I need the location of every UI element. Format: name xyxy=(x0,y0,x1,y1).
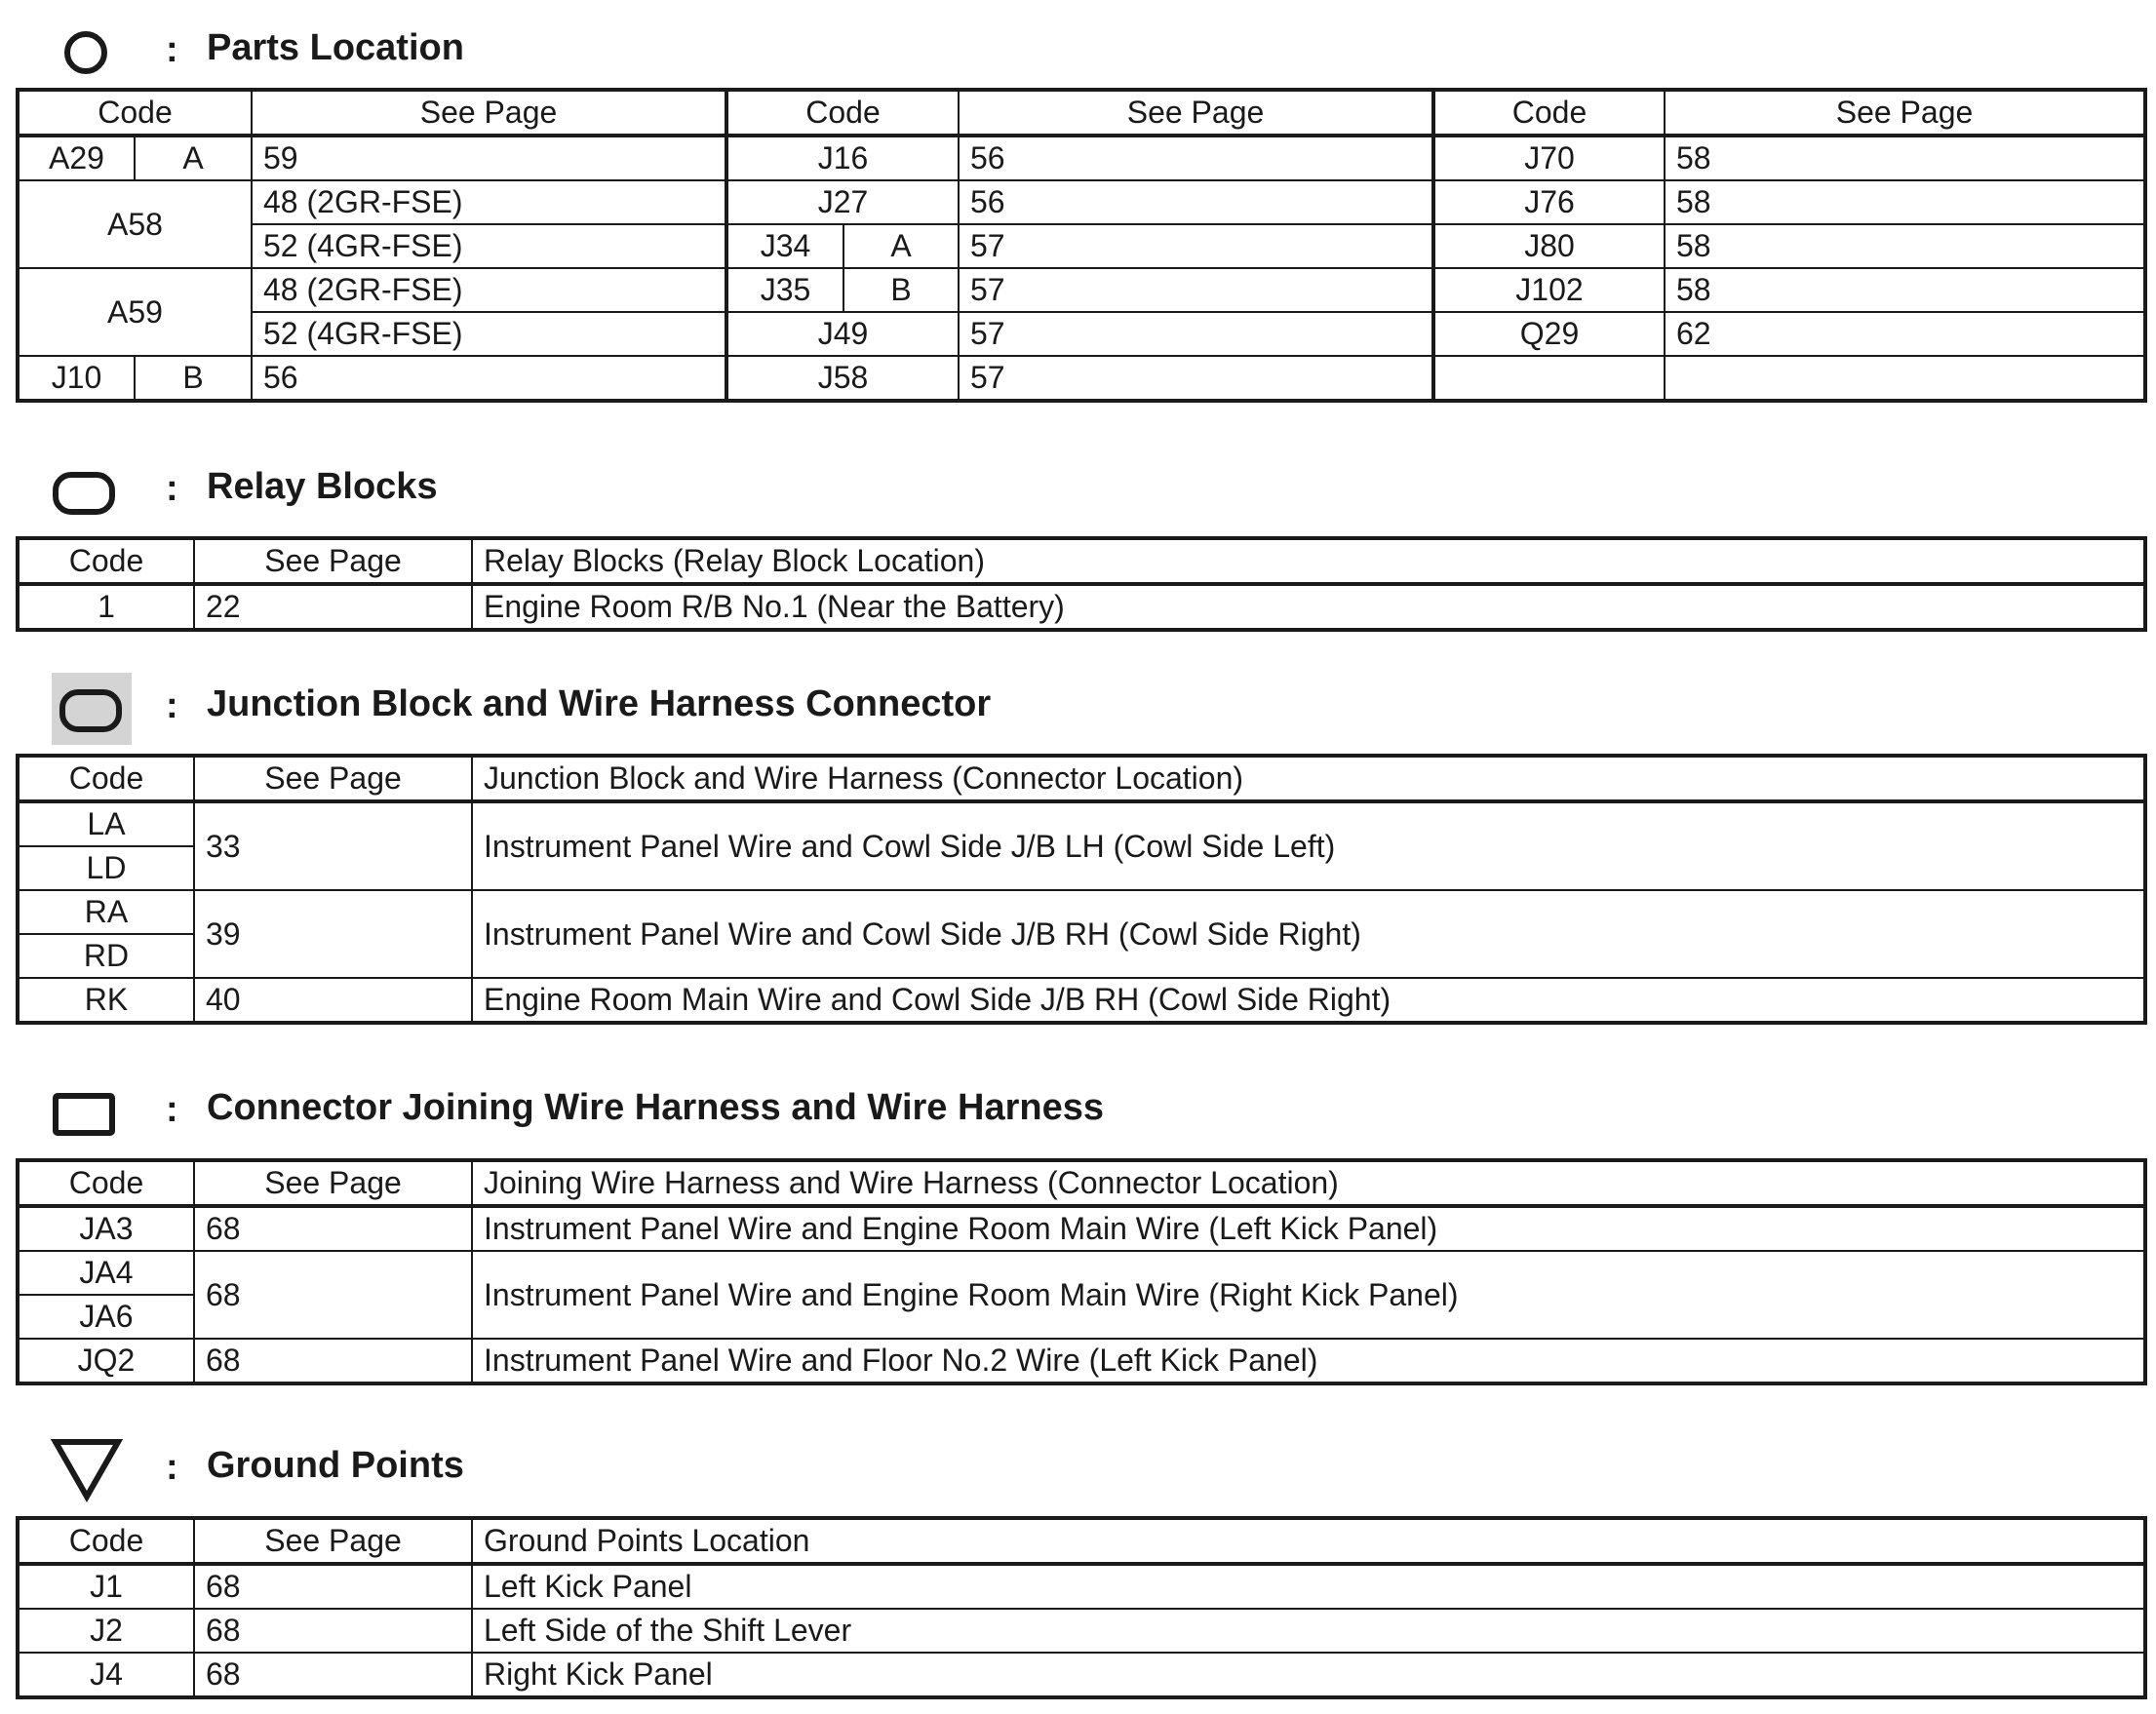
page-cell: 68 xyxy=(194,1564,472,1609)
parts-location-table xyxy=(16,88,2147,403)
table-header-row xyxy=(18,1160,2145,1206)
code-cell: J16 xyxy=(726,136,959,180)
table-row xyxy=(18,1653,2145,1697)
see-page-header: See Page xyxy=(194,756,472,801)
sub-code-cell: A xyxy=(843,224,959,268)
code-header: Code xyxy=(18,538,194,584)
section-title: Ground Points xyxy=(207,1445,464,1486)
section-title: Connector Joining Wire Harness and Wire Harness xyxy=(207,1087,1104,1128)
table-row xyxy=(18,180,2145,224)
code-cell: A29 xyxy=(18,136,135,180)
heading-colon: : xyxy=(166,685,178,726)
page-cell: 58 xyxy=(1665,180,2145,224)
section-title: Parts Location xyxy=(207,27,464,68)
page-cell: 52 (4GR-FSE) xyxy=(252,312,726,356)
table-header-row xyxy=(18,756,2145,801)
code-header: Code xyxy=(726,90,959,136)
description-cell: Instrument Panel Wire and Floor No.2 Wire (Left Kick Panel) xyxy=(472,1339,2145,1383)
page-cell: 48 (2GR-FSE) xyxy=(252,180,726,224)
page-cell: 68 xyxy=(194,1609,472,1653)
code-header: Code xyxy=(18,756,194,801)
table-row xyxy=(18,978,2145,1023)
page-cell: 56 xyxy=(959,136,1433,180)
table-row xyxy=(18,356,2145,401)
code-cell: RD xyxy=(18,934,194,978)
page-cell: 58 xyxy=(1665,136,2145,180)
code-cell: JA6 xyxy=(18,1295,194,1339)
description-cell: Instrument Panel Wire and Engine Room Main Wire (Left Kick Panel) xyxy=(472,1206,2145,1251)
page-cell: 56 xyxy=(959,180,1433,224)
junction-block-heading xyxy=(49,670,2097,748)
parts-location-heading xyxy=(49,14,2097,92)
heading-colon: : xyxy=(166,468,178,509)
table-header-row xyxy=(18,90,2145,136)
description-cell: Instrument Panel Wire and Cowl Side J/B RH (Cowl Side Right) xyxy=(472,890,2145,978)
page-cell: 62 xyxy=(1665,312,2145,356)
page-cell: 58 xyxy=(1665,268,2145,312)
page-cell: 52 (4GR-FSE) xyxy=(252,224,726,268)
page-cell: 68 xyxy=(194,1206,472,1251)
page-cell: 57 xyxy=(959,268,1433,312)
code-cell: J34 xyxy=(726,224,843,268)
page-cell: 68 xyxy=(194,1251,472,1339)
code-cell: 1 xyxy=(18,584,194,630)
page-cell: 56 xyxy=(252,356,726,401)
table-row xyxy=(18,136,2145,180)
sub-code-cell: B xyxy=(135,356,252,401)
page-cell: 57 xyxy=(959,224,1433,268)
connector-joining-heading xyxy=(49,1073,2097,1151)
table-row xyxy=(18,584,2145,630)
code-cell: JQ2 xyxy=(18,1339,194,1383)
code-cell: A59 xyxy=(18,268,252,356)
table-row xyxy=(18,224,2145,268)
see-page-header: See Page xyxy=(959,90,1433,136)
code-cell: J1 xyxy=(18,1564,194,1609)
table-row xyxy=(18,890,2145,934)
section-title: Relay Blocks xyxy=(207,466,438,507)
junction-block-table xyxy=(16,754,2147,1025)
code-cell: J4 xyxy=(18,1653,194,1697)
table-header-row xyxy=(18,538,2145,584)
see-page-header: See Page xyxy=(194,1518,472,1564)
table-row xyxy=(18,1206,2145,1251)
page-cell: 40 xyxy=(194,978,472,1023)
page-cell: 33 xyxy=(194,801,472,890)
description-cell: Engine Room Main Wire and Cowl Side J/B RH (Cowl Side Right) xyxy=(472,978,2145,1023)
see-page-header: See Page xyxy=(1665,90,2145,136)
code-cell: J58 xyxy=(726,356,959,401)
code-cell: J49 xyxy=(726,312,959,356)
page-cell: 68 xyxy=(194,1653,472,1697)
see-page-header: See Page xyxy=(194,538,472,584)
heading-colon: : xyxy=(166,1447,178,1488)
table-row xyxy=(18,1609,2145,1653)
code-cell: J80 xyxy=(1433,224,1665,268)
table-row xyxy=(18,1251,2145,1295)
table-row xyxy=(18,1339,2145,1383)
heading-colon: : xyxy=(166,1089,178,1130)
heading-colon: : xyxy=(166,29,178,70)
code-header: Code xyxy=(18,1160,194,1206)
description-header: Ground Points Location xyxy=(472,1518,2145,1564)
rectangle-icon xyxy=(49,1073,146,1151)
page-cell: 59 xyxy=(252,136,726,180)
code-header: Code xyxy=(18,1518,194,1564)
description-cell: Left Kick Panel xyxy=(472,1564,2145,1609)
shaded-rounded-rectangle-icon xyxy=(49,670,146,748)
code-cell: Q29 xyxy=(1433,312,1665,356)
code-cell: J76 xyxy=(1433,180,1665,224)
table-header-row xyxy=(18,1518,2145,1564)
description-cell: Instrument Panel Wire and Cowl Side J/B LH (Cowl Side Left) xyxy=(472,801,2145,890)
table-row xyxy=(18,312,2145,356)
connector-joining-table xyxy=(16,1158,2147,1385)
code-cell: JA4 xyxy=(18,1251,194,1295)
code-cell: LA xyxy=(18,801,194,846)
page-cell: 58 xyxy=(1665,224,2145,268)
circle-icon xyxy=(49,14,146,92)
description-cell: Instrument Panel Wire and Engine Room Main Wire (Right Kick Panel) xyxy=(472,1251,2145,1339)
description-cell: Engine Room R/B No.1 (Near the Battery) xyxy=(472,584,2145,630)
sub-code-cell: A xyxy=(135,136,252,180)
code-cell: LD xyxy=(18,846,194,890)
see-page-header: See Page xyxy=(194,1160,472,1206)
code-cell: J2 xyxy=(18,1609,194,1653)
page-cell: 48 (2GR-FSE) xyxy=(252,268,726,312)
code-cell: J35 xyxy=(726,268,843,312)
page-cell: 68 xyxy=(194,1339,472,1383)
code-cell: J10 xyxy=(18,356,135,401)
relay-blocks-table xyxy=(16,536,2147,632)
code-cell: A58 xyxy=(18,180,252,268)
ground-points-table xyxy=(16,1516,2147,1699)
section-title: Junction Block and Wire Harness Connector xyxy=(207,683,992,724)
triangle-down-icon xyxy=(49,1431,146,1509)
page-cell: 57 xyxy=(959,356,1433,401)
description-cell: Left Side of the Shift Lever xyxy=(472,1609,2145,1653)
relay-blocks-heading xyxy=(49,452,2097,530)
page-cell: 22 xyxy=(194,584,472,630)
table-row xyxy=(18,268,2145,312)
code-header: Code xyxy=(1433,90,1665,136)
code-cell: J27 xyxy=(726,180,959,224)
empty-cell xyxy=(1665,356,2145,401)
page-cell: 57 xyxy=(959,312,1433,356)
description-header: Relay Blocks (Relay Block Location) xyxy=(472,538,2145,584)
code-cell: J102 xyxy=(1433,268,1665,312)
table-row xyxy=(18,1564,2145,1609)
ground-points-heading xyxy=(49,1431,2097,1509)
rounded-rectangle-icon xyxy=(49,452,146,530)
table-row xyxy=(18,801,2145,846)
description-header: Junction Block and Wire Harness (Connector Location) xyxy=(472,756,2145,801)
code-cell: RK xyxy=(18,978,194,1023)
code-cell: J70 xyxy=(1433,136,1665,180)
code-cell: RA xyxy=(18,890,194,934)
page-cell: 39 xyxy=(194,890,472,978)
code-header: Code xyxy=(18,90,252,136)
empty-cell xyxy=(1433,356,1665,401)
description-header: Joining Wire Harness and Wire Harness (Connector Location) xyxy=(472,1160,2145,1206)
description-cell: Right Kick Panel xyxy=(472,1653,2145,1697)
sub-code-cell: B xyxy=(843,268,959,312)
see-page-header: See Page xyxy=(252,90,726,136)
code-cell: JA3 xyxy=(18,1206,194,1251)
